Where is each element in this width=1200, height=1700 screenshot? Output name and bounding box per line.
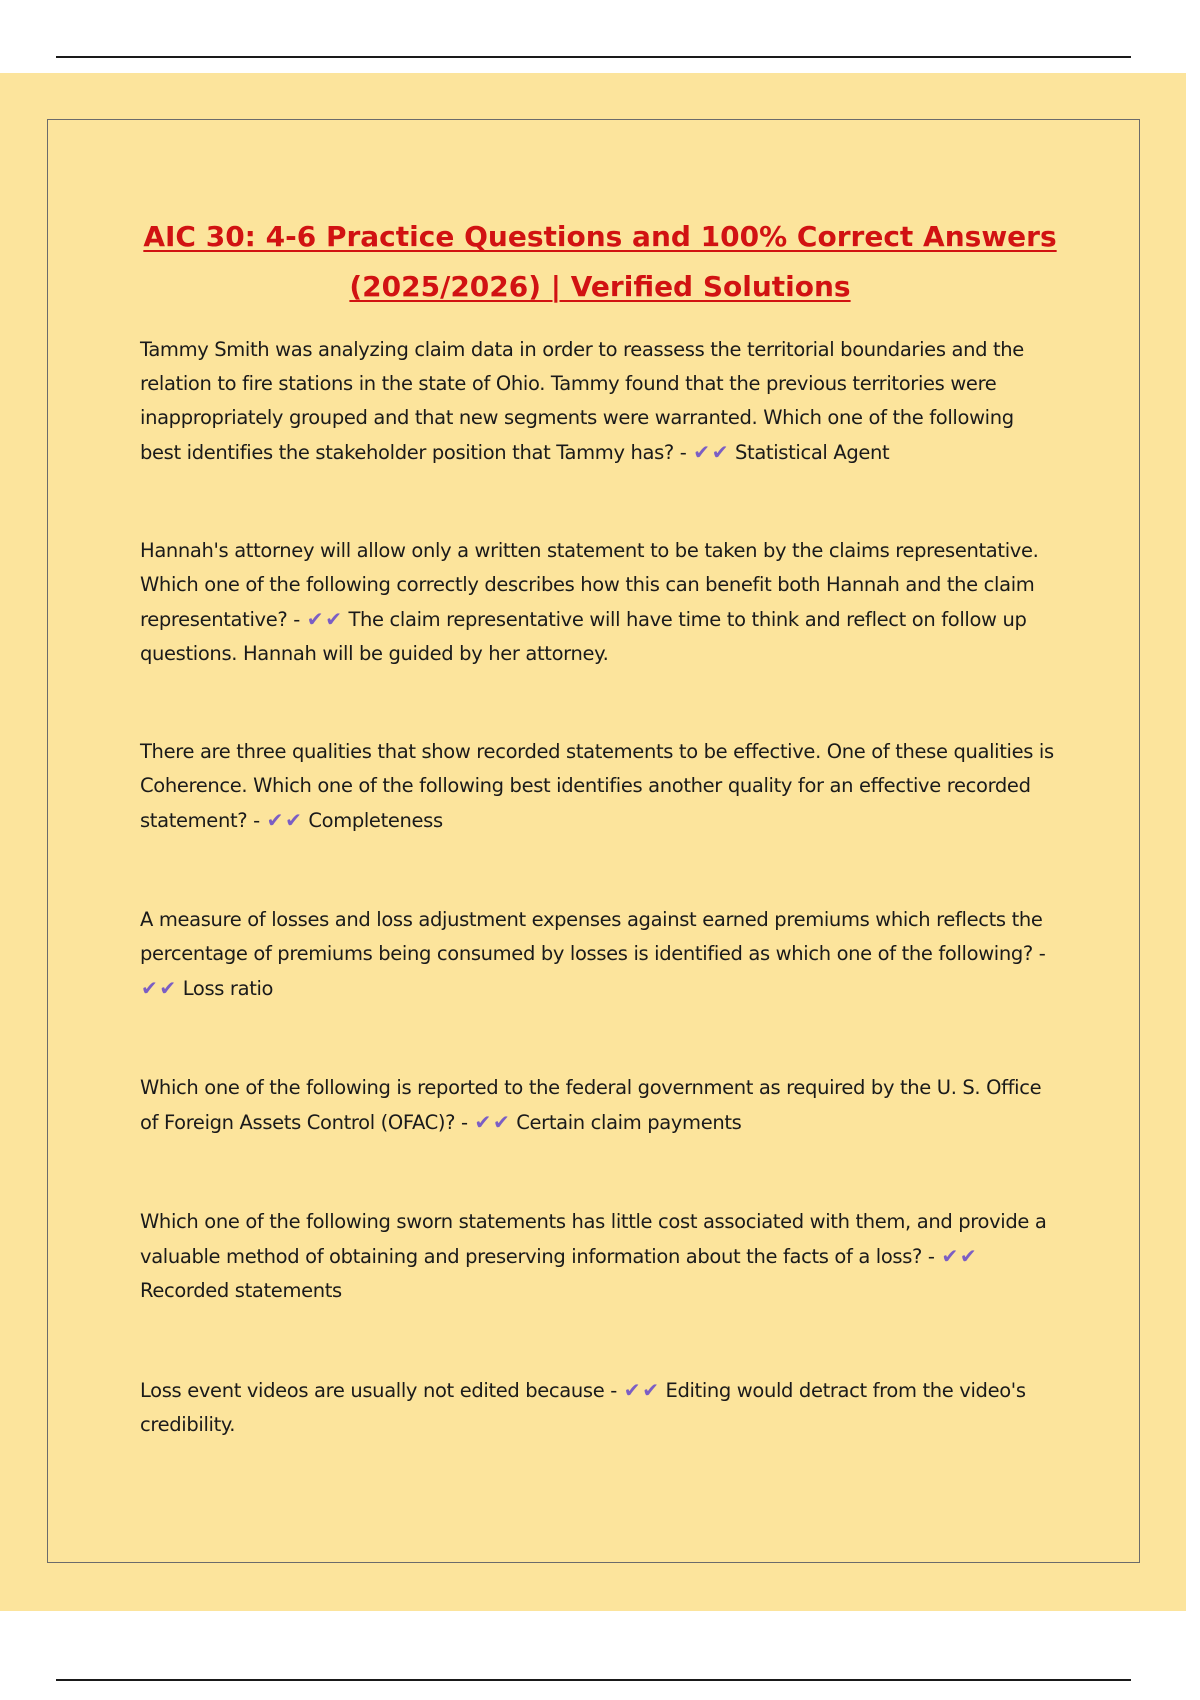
- checkmark-pair: [692, 441, 729, 464]
- checkmark-icon: ✔: [474, 1110, 491, 1134]
- answer-text: The claim representative will have time to think and reflect on follow up questions. Hannah will be guided by her attorney.: [140, 608, 1027, 665]
- checkmark-pair: [474, 1111, 511, 1134]
- answer-text: Recorded statements: [140, 1279, 342, 1302]
- title-line-1: AIC 30: 4-6 Practice Questions and 100% Correct Answers: [143, 220, 1057, 253]
- checkmark-icon: ✔: [959, 1244, 977, 1268]
- qa-item-7: [140, 1373, 1060, 1442]
- footer-rule: [56, 1679, 1131, 1681]
- checkmark-icon: ✔: [711, 440, 729, 464]
- checkmark-pair: [940, 1245, 977, 1268]
- answer-text: Completeness: [308, 809, 443, 832]
- checkmark-icon: ✔: [285, 808, 302, 832]
- checkmark-pair: [623, 1379, 660, 1402]
- document-title: [120, 212, 1080, 312]
- checkmark-icon: ✔: [492, 1110, 510, 1134]
- checkmark-icon: ✔: [266, 808, 284, 832]
- answer-text: Certain claim payments: [516, 1111, 742, 1134]
- qa-item-6: [140, 1205, 1060, 1308]
- checkmark-pair: [140, 977, 177, 1000]
- question-text: Which one of the following sworn statements has little cost associated with them, and provide a valuable method of obtaining and preserving information about the facts of a loss? -: [140, 1210, 1047, 1268]
- question-text: Loss event videos are usually not edited because -: [140, 1379, 617, 1402]
- checkmark-icon: ✔: [325, 607, 342, 631]
- qa-item-5: [140, 1071, 1060, 1140]
- question-text: Tammy Smith was analyzing claim data in order to reassess the territorial boundaries and the relation to fire stations in the state of Ohio. Tammy found that the previous territories were inappropriately grouped and that new segments were warranted. Which one of the following best identifies the stakeholder position that Tammy has? -: [140, 338, 1024, 464]
- qa-item-1: [140, 333, 1060, 470]
- checkmark-icon: ✔: [693, 440, 710, 464]
- checkmark-icon: ✔: [159, 976, 176, 1000]
- checkmark-icon: ✔: [141, 976, 158, 1000]
- question-text: Hannah's attorney will allow only a written statement to be taken by the claims representative. Which one of the following correctly describes how this can benefit both Hannah and the claim representative? -: [140, 539, 1039, 631]
- answer-text: Editing would detract from the video's credibility.: [140, 1379, 1026, 1436]
- question-text: There are three qualities that show recorded statements to be effective. One of these qualities is Coherence. Which one of the following best identifies another quality for an effective recorded statement? -: [140, 740, 1054, 832]
- title-line-2: (2025/2026) | Verified Solutions: [349, 270, 851, 303]
- checkmark-pair: [266, 809, 303, 832]
- header-rule: [56, 56, 1131, 58]
- qa-item-3: [140, 735, 1060, 838]
- checkmark-icon: ✔: [306, 607, 324, 631]
- answer-text: Statistical Agent: [735, 441, 890, 464]
- qa-item-2: [140, 534, 1060, 671]
- question-text: Which one of the following is reported to the federal government as required by the U. S. Office of Foreign Assets Control (OFAC)? -: [140, 1076, 1042, 1134]
- qa-item-4: [140, 903, 1060, 1006]
- answer-text: Loss ratio: [182, 977, 274, 1000]
- checkmark-pair: [306, 608, 343, 631]
- question-text: A measure of losses and loss adjustment expenses against earned premiums which reflects the percentage of premiums being consumed by losses is identified as which one of the following? -: [140, 908, 1046, 965]
- checkmark-icon: ✔: [642, 1378, 659, 1402]
- checkmark-icon: ✔: [623, 1378, 641, 1402]
- checkmark-icon: ✔: [941, 1244, 958, 1268]
